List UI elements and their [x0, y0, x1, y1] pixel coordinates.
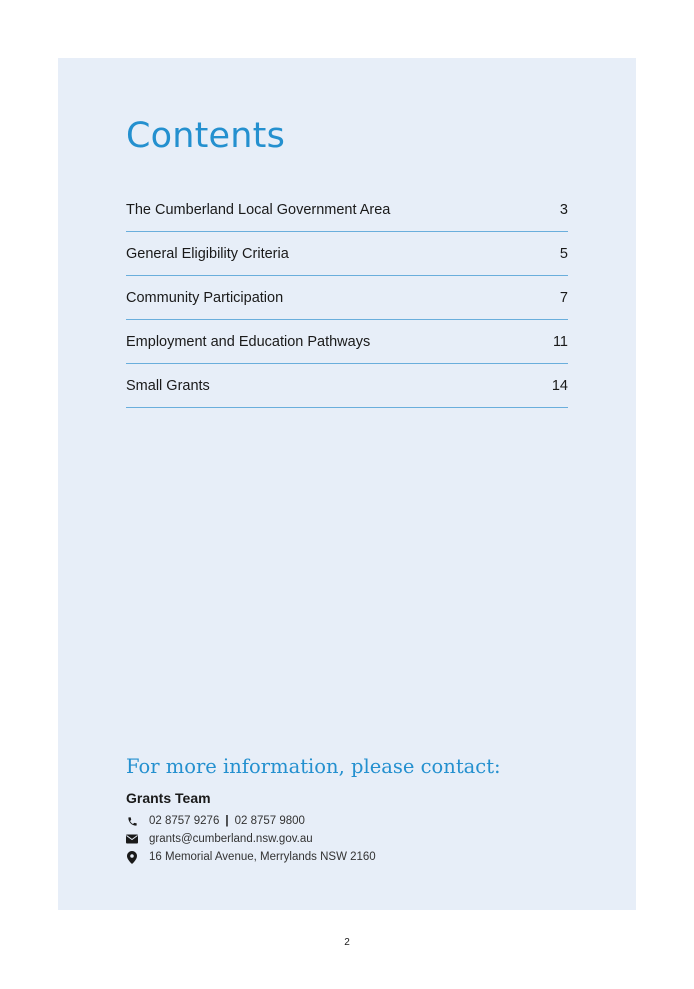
phone-icon [126, 815, 138, 827]
toc-item-label: Small Grants [126, 378, 210, 394]
toc-item[interactable] [126, 277, 568, 320]
toc-item-page: 3 [559, 202, 568, 218]
toc-item-label: The Cumberland Local Government Area [126, 202, 391, 218]
email-line [126, 833, 313, 845]
envelope-icon [126, 833, 138, 845]
team-name: Grants Team [126, 790, 211, 806]
phone-number-primary[interactable]: 02 8757 9276 [149, 815, 220, 827]
contents-panel [58, 58, 636, 910]
toc-item-page: 14 [551, 378, 568, 394]
contact-heading: For more information, please contact: [126, 755, 501, 778]
email-link[interactable]: grants@cumberland.nsw.gov.au [149, 833, 313, 845]
toc-item[interactable] [126, 233, 568, 276]
phone-line [126, 815, 305, 827]
toc-item-label: Community Participation [126, 290, 284, 306]
phone-number-secondary[interactable]: 02 8757 9800 [234, 815, 305, 827]
page-title: Contents [126, 116, 286, 156]
toc-item-page: 5 [559, 246, 568, 262]
page-number: 2 [344, 937, 350, 948]
table-of-contents [126, 189, 568, 409]
address-text: 16 Memorial Avenue, Merrylands NSW 2160 [149, 851, 376, 863]
toc-item[interactable] [126, 321, 568, 364]
toc-item[interactable] [126, 189, 568, 232]
phone-separator: | [225, 815, 229, 827]
toc-item-page: 11 [552, 334, 568, 350]
toc-item[interactable] [126, 365, 568, 408]
toc-item-label: Employment and Education Pathways [126, 334, 371, 350]
address-line [126, 851, 376, 863]
toc-item-page: 7 [559, 290, 568, 306]
map-pin-icon [126, 851, 138, 863]
toc-item-label: General Eligibility Criteria [126, 246, 289, 262]
